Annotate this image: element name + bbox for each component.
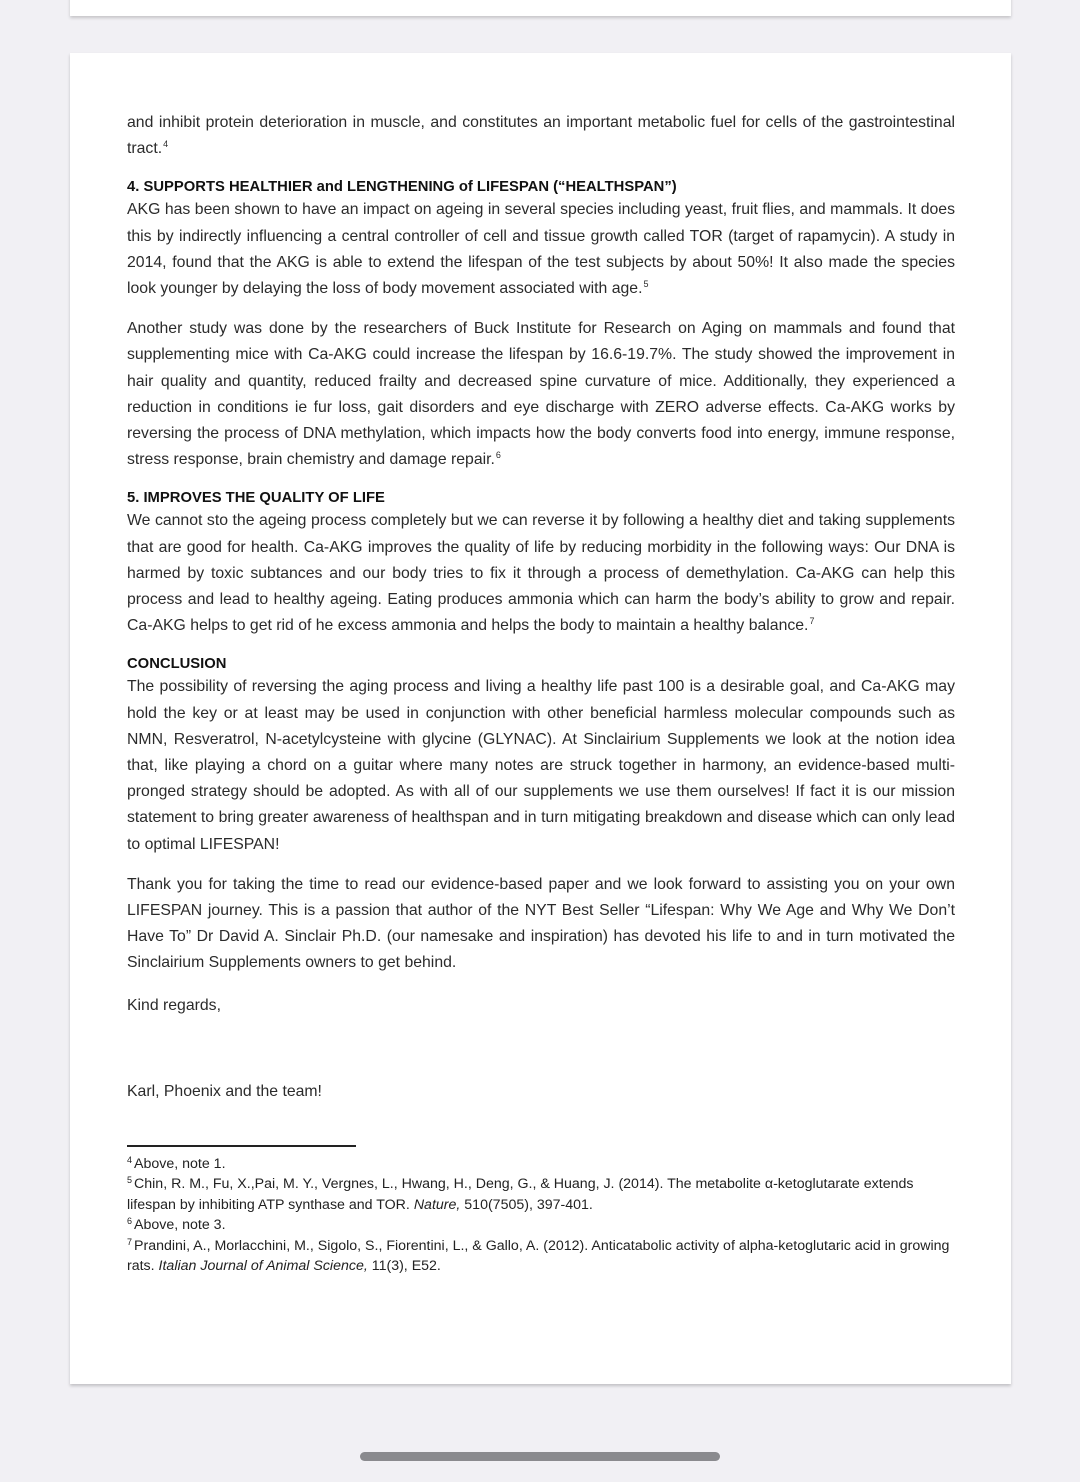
footnote-4: $^4$ Above, note 1. (127, 1154, 226, 1172)
footnote-7: $^7$ Prandini, A., Morlacchini, M., Sigolo, S., Fiorentini, L., & Gallo, A. (2012). Anticatabolic activity of alpha-ketoglutaric acid in growing rats. Italian Journal of Animal Science, 11(3), E52. (127, 1236, 950, 1275)
conclusion-section (127, 654, 955, 1104)
footnote-ref[interactable]: 5 (643, 279, 649, 290)
section-4-paragraph-1: AKG has been shown to have an impact on ageing in several species including yeast, fruit flies, and mammals. It does this by indirectly influencing a central controller of cell and tissue growth called TOR (target of rapamycin). A study in 2014, found that the AKG is able to extend the lifespan of the test subjects by about 50%! It also made the species look younger by delaying the loss of body movement associated with age.$^5$ (127, 201, 955, 298)
opening-paragraph: and inhibit protein deterioration in muscle, and constitutes an important metabolic fuel for cells of the gastrointestinal tract.$^4$ (127, 114, 955, 158)
footnote-ref[interactable]: 4 (163, 139, 169, 150)
document-page[interactable] (70, 53, 1011, 1384)
conclusion-heading: CONCLUSION (127, 656, 227, 673)
section-5-heading: 5. IMPROVES THE QUALITY OF LIFE (127, 490, 385, 507)
conclusion-paragraph-1: The possibility of reversing the aging process and living a healthy life past 100 is a desirable goal, and Ca-AKG may hold the key or at least may be used in conjunction with other beneficial harmless molecular compounds such as NMN, Resveratrol, N-acetylcysteine with glycine (GLYNAC). At Sinclairium Supplements we look at the notion idea that, like playing a chord on a guitar where many notes are struck together in harmony, an evidence-based multi-pronged strategy should be adopted. As with all of our supplements we use them ourselves! If fact it is our mission statement to bring greater awareness of healthspan and in turn mitigating breakdown and disease which can only lead to optimal LIFESPAN! (127, 678, 955, 853)
previous-page-edge[interactable] (70, 0, 1011, 16)
footnote-ref[interactable]: 7 (809, 616, 815, 627)
footnote-ref[interactable]: 6 (495, 450, 501, 461)
home-indicator-bar[interactable] (360, 1452, 720, 1461)
closing-line: Kind regards, (127, 996, 221, 1014)
section-4-heading: 4. SUPPORTS HEALTHIER and LENGTHENING of LIFESPAN (“HEALTHSPAN”) (127, 179, 677, 196)
section-4 (127, 177, 955, 473)
footnote-separator (127, 1145, 356, 1147)
conclusion-paragraph-2: Thank you for taking the time to read our evidence-based paper and we look forward to assisting you on your own LIFESPAN journey. This is a passion that author of the NYT Best Seller “Lifespan: Why We Age and Why We Don’t Have To” Dr David A. Sinclair Ph.D. (our namesake and inspiration) has devoted his life to and in turn motivated the Sinclairium Supplements owners to get behind. (127, 875, 955, 972)
footnote-5: $^5$ Chin, R. M., Fu, X.,Pai, M. Y., Vergnes, L., Hwang, H., Deng, G., & Huang, J. (2014). The metabolite α-ketoglutarate extends lifespan by inhibiting ATP synthase and TOR. Nature, 510(7505), 397-401. (127, 1175, 914, 1213)
section-4-paragraph-2: Another study was done by the researchers of Buck Institute for Research on Aging on mammals and found that supplementing mice with Ca-AKG could increase the lifespan by 16.6-19.7%. The study showed the improvement in hair quality and quantity, reduced frailty and decreased spine curvature of mice. Additionally, they experienced a reduction in conditions ie fur loss, gait disorders and eye discharge with ZERO adverse effects. Ca-AKG works by reversing the process of DNA methylation, which impacts how the body converts food into energy, immune response, stress response, brain chemistry and damage repair.$^6$ (127, 320, 955, 469)
section-5 (127, 488, 955, 639)
signature-line: Karl, Phoenix and the team! (127, 1082, 322, 1100)
section-5-paragraph: We cannot sto the ageing process completely but we can reverse it by following a healthy diet and taking supplements that are good for health. Ca-AKG improves the quality of life by reducing morbidity in the following ways: Our DNA is harmed by toxic subtances and our body tries to fix it through a process of demethylation. Ca-AKG can help this process and lead to healthy ageing. Eating produces ammonia which can harm the body’s ability to grow and repair. Ca-AKG helps to get rid of he excess ammonia and helps the body to maintain a healthy balance.$^7$ (127, 512, 955, 635)
footnotes (127, 1154, 955, 1277)
page-content (127, 110, 955, 1277)
footnote-6: $^6$ Above, note 3. (127, 1216, 226, 1234)
